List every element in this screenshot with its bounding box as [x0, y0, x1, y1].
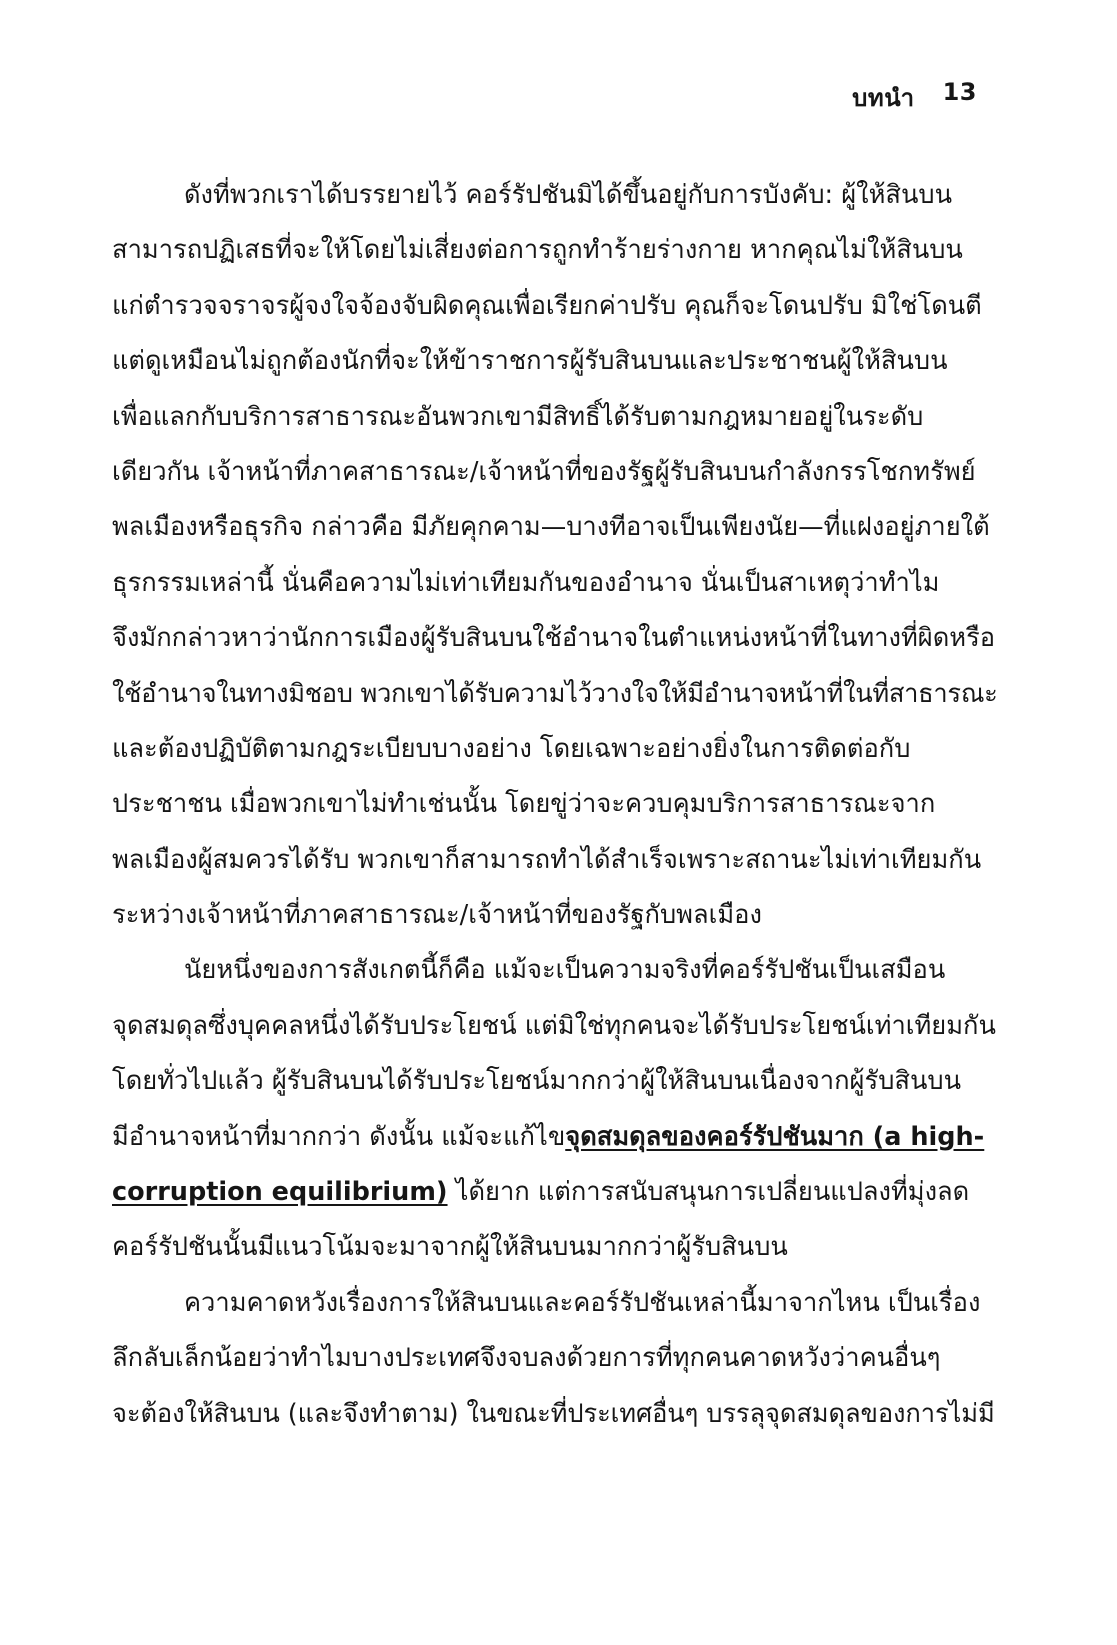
paragraph-line: ธุรกรรมเหล่านี้ นั่นคือความไม่เท่าเทียมกันของอำนาจ นั่นเป็นสาเหตุว่าทำไม	[112, 567, 940, 598]
paragraph-line: และต้องปฏิบัติตามกฎระเบียบบางอย่าง โดยเฉพาะอย่างยิ่งในการติดต่อกับ	[112, 733, 911, 764]
paragraph-line: โดยทั่วไปแล้ว ผู้รับสินบนได้รับประโยชน์มากกว่าผู้ให้สินบนเนื่องจากผู้รับสินบน	[112, 1066, 961, 1097]
paragraph-line: แก่ตำรวจจราจรผู้จงใจจ้องจับผิดคุณเพื่อเรียกค่าปรับ คุณก็จะโดนปรับ มิใช่โดนตี	[112, 290, 982, 321]
running-header	[852, 78, 977, 117]
paragraph-line: ความคาดหวังเรื่องการให้สินบนและคอร์รัปชันเหล่านี้มาจากไหน เป็นเรื่อง	[184, 1287, 981, 1318]
paragraph-line: เดียวกัน เจ้าหน้าที่ภาคสาธารณะ/เจ้าหน้าที่ของรัฐผู้รับสินบนกำลังกรรโชกทรัพย์	[112, 456, 976, 487]
term-line-prefix: มีอำนาจหน้าที่มากกว่า ดังนั้น แม้จะแก้ไข	[112, 1121, 566, 1152]
paragraph-line: จุดสมดุลซึ่งบุคคลหนึ่งได้รับประโยชน์ แต่มิใช่ทุกคนจะได้รับประโยชน์เท่าเทียมกัน	[112, 1010, 996, 1041]
paragraph-line: นัยหนึ่งของการสังเกตนี้ก็คือ แม้จะเป็นความจริงที่คอร์รัปชันเป็นเสมือน	[184, 955, 946, 986]
key-term-part2: corruption equilibrium)	[112, 1177, 448, 1208]
paragraph-line: ประชาชน เมื่อพวกเขาไม่ทำเช่นนั้น โดยขู่ว่าจะควบคุมบริการสาธารณะจาก	[112, 789, 936, 820]
paragraph-line: แต่ดูเหมือนไม่ถูกต้องนักที่จะให้ข้าราชการผู้รับสินบนและประชาชนผู้ให้สินบน	[112, 346, 948, 377]
paragraph-line: ใช้อำนาจในทางมิชอบ พวกเขาได้รับความไว้วางใจให้มีอำนาจหน้าที่ในที่สาธารณะ	[112, 678, 998, 709]
paragraph-line: จะต้องให้สินบน (และจึงทำตาม) ในขณะที่ประเทศอื่นๆ บรรลุจุดสมดุลของการไม่มี	[112, 1398, 995, 1429]
page-number: 13	[942, 78, 977, 106]
body-text	[112, 168, 1000, 1497]
paragraph-line: พลเมืองหรือธุรกิจ กล่าวคือ มีภัยคุกคาม—บางทีอาจเป็นเพียงนัย—ที่แฝงอยู่ภายใต้	[112, 512, 990, 543]
paragraph-line: ลึกลับเล็กน้อยว่าทำไมบางประเทศจึงจบลงด้วยการที่ทุกคนคาดหวังว่าคนอื่นๆ	[112, 1343, 941, 1374]
key-term-part1: จุดสมดุลของคอร์รัปชันมาก (a high-	[565, 1121, 985, 1152]
paragraph-line: ดังที่พวกเราได้บรรยายไว้ คอร์รัปชันมิได้ขึ้นอยู่กับการบังคับ: ผู้ให้สินบน	[184, 180, 953, 210]
paragraph-line-with-term	[112, 1110, 1000, 1165]
paragraph-line: พลเมืองผู้สมควรได้รับ พวกเขาก็สามารถทำได้สำเร็จเพราะสถานะไม่เท่าเทียมกัน	[112, 844, 982, 875]
paragraph-line-with-term	[112, 1165, 1000, 1220]
paragraph-line: คอร์รัปชันนั้นมีแนวโน้มจะมาจากผู้ให้สินบนมากกว่าผู้รับสินบน	[112, 1232, 788, 1263]
paragraph-line: สามารถปฏิเสธที่จะให้โดยไม่เสี่ยงต่อการถูกทำร้ายร่างกาย หากคุณไม่ให้สินบน	[112, 235, 963, 266]
chapter-title: บทนำ	[852, 84, 915, 112]
paragraph-line: ระหว่างเจ้าหน้าที่ภาคสาธารณะ/เจ้าหน้าที่ของรัฐกับพลเมือง	[112, 900, 762, 931]
paragraph-line	[112, 1442, 1000, 1497]
paragraph-line: จึงมักกล่าวหาว่านักการเมืองผู้รับสินบนใช้อำนาจในตำแหน่งหน้าที่ในทางที่ผิดหรือ	[112, 623, 996, 654]
term-line-suffix: ได้ยาก แต่การสนับสนุนการเปลี่ยนแปลงที่มุ่งลด	[447, 1177, 970, 1208]
paragraph-line: เพื่อแลกกับบริการสาธารณะอันพวกเขามีสิทธิ์ได้รับตามกฎหมายอยู่ในระดับ	[112, 401, 924, 432]
